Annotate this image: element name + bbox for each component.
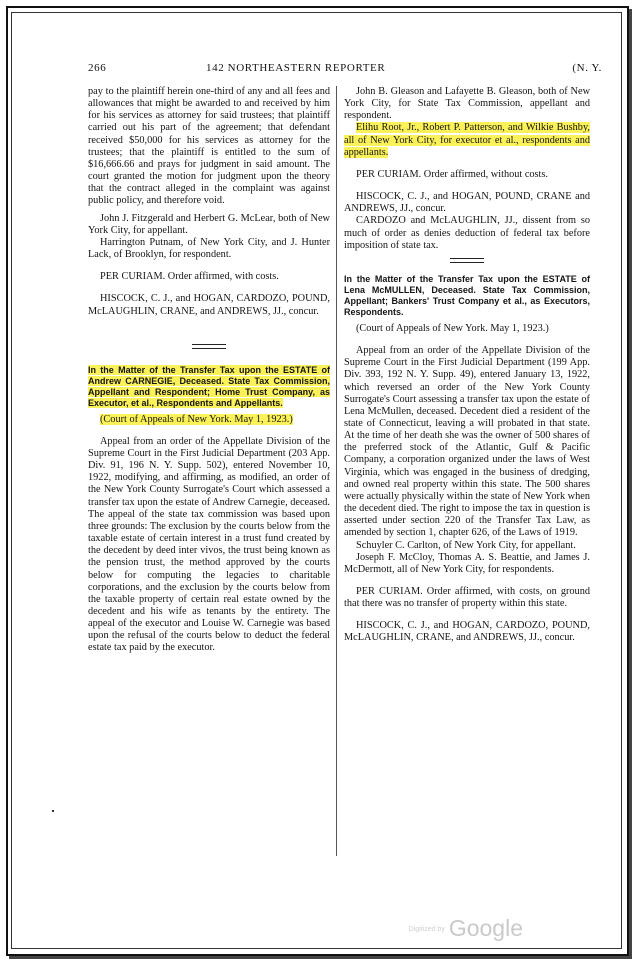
watermark-digitized: Digitized by xyxy=(408,926,445,934)
right-column xyxy=(344,86,590,645)
court-date xyxy=(88,414,330,426)
dissent: CARDOZO and McLAUGHLIN, JJ., dissent from so much of order as denies deduction of federal tax before imposition of state tax. xyxy=(344,215,590,251)
paragraph: pay to the plaintiff herein one-third of any and all fees and allowances that might be awarded to and received by him for his services as attorney for said trustees; that plaintiff carried out his part of the agreement; that defendant received $50,000 for his services as attorney for the trustees; that the plaintiff is entitled to the sum of $16,666.66 and prays for judgment in said amount. The court granted the motion for judgment upon the theory that the contract alleged in the complaint was against public policy, and therefore void. xyxy=(88,86,330,207)
per-curiam: PER CURIAM. Order affirmed, with costs. xyxy=(100,271,279,283)
paragraph: Harrington Putnam, of New York City, and J. Hunter Lack, of Brooklyn, for respondent. xyxy=(88,236,330,261)
paragraph: Appeal from an order of the Appellate Division of the Supreme Court in the First Judicial Department (203 App. Div. 91, 196 N. Y. Supp. 502), entered November 10, 1922, modifying, and affirming, as modified, an order of the New York County Surrogate's Court which assessed a transfer tax upon the estate of Andrew Carnegie, deceased. The appeal of the state tax commission was based upon three grounds: The exclusion by the courts below from the taxable estate of certain interest in a trust fund created by the decedent by deed inter vivos, the trust being known as the pension trust, the method approved by the courts below for computing the legacies to charitable corporations, and the exclusion by the courts below from the taxable property of certain real estate owned by the decedent and his wife as tenants by the entirety. The appeal of the executor and Louise W. Carnegie was based upon the refusal of the courts below to deduct the federal estate tax paid by the executor. xyxy=(88,435,330,654)
paragraph: John J. Fitzgerald and Herbert G. McLear, both of New York City, for appellant. xyxy=(88,212,330,236)
case-title: In the Matter of the Transfer Tax upon the ESTATE of Lena McMULLEN, Deceased. State Tax Commission, Appellant; Bankers' Trust Company et al., as Executors, Respondents. xyxy=(344,273,590,317)
left-column xyxy=(88,86,330,655)
google-logo: Google xyxy=(448,915,523,941)
paragraph xyxy=(344,122,590,158)
paragraph: Appeal from an order of the Appellate Division of the Supreme Court in the First Judicial Department (199 App. Div. 393, 192 N. Y. Supp. 49), entered January 13, 1922, which reversed an order of the New York County Surrogate's Court assessing a transfer tax upon the estate of Lena McMullen, deceased. Decedent died a resident of the state of Connecticut, leaving a will probated in that state. At the time of her death she was the owner of 500 shares of the preferred stock of the Atlantic, Gulf & Pacific Company, a corporation organized under the laws of West Virginia, which was engaged in the business of dredging, and owned real property within this state. The 500 shares were actually physically within the state of New York when the decedent died. The right to impose the tax in question is asserted under section 220 of the Transfer Tax Law, as amended by section 1, chapter 626, of the Laws of 1919. xyxy=(344,345,590,539)
concurrence: HISCOCK, C. J., and HOGAN, POUND, CRANE and ANDREWS, JJ., concur. xyxy=(344,191,590,215)
case-title-text: In the Matter of the Transfer Tax upon the ESTATE of Andrew CARNEGIE, Deceased. State Tax Commission, Appellant and Respondent; Home Trust Company, as Executor, et al., Respondents and Appellants. xyxy=(88,364,330,408)
column-divider xyxy=(336,86,337,856)
per-curiam: PER CURIAM. Order affirmed, without costs. xyxy=(356,168,549,180)
concurrence: HISCOCK, C. J., and HOGAN, CARDOZO, POUND, McLAUGHLIN, CRANE, and ANDREWS, JJ., concur. xyxy=(344,620,590,644)
page-number: 266 xyxy=(88,62,107,74)
state-abbrev: (N. Y. xyxy=(572,62,602,74)
section-rule xyxy=(192,344,226,349)
per-curiam: PER CURIAM. Order affirmed, with costs, on ground that there was no transfer of property within this state. xyxy=(344,586,590,610)
google-watermark xyxy=(409,915,523,942)
section-rule xyxy=(450,258,484,263)
concurrence: HISCOCK, C. J., and HOGAN, CARDOZO, POUND, McLAUGHLIN, CRANE, and ANDREWS, JJ., concur. xyxy=(88,293,330,317)
paragraph: John B. Gleason and Lafayette B. Gleason, both of New York City, for State Tax Commission, appellant and respondent. xyxy=(344,86,590,122)
court-date: (Court of Appeals of New York. May 1, 1923.) xyxy=(356,322,549,334)
running-header xyxy=(88,62,602,78)
paragraph: Joseph F. McCloy, Thomas A. S. Beattie, and James J. McDermott, all of New York City, for respondents. xyxy=(344,551,590,575)
reporter-title: 142 NORTHEASTERN REPORTER xyxy=(206,62,386,74)
paragraph: Schuyler C. Carlton, of New York City, for appellant. xyxy=(356,539,576,551)
court-date-text: (Court of Appeals of New York. May 1, 1923.) xyxy=(100,413,293,425)
case-title xyxy=(88,365,330,409)
counsel-highlight: Elihu Root, Jr., Robert P. Patterson, and Wilkie Bushby, all of New York City, for executor et al., respondents and appellants. xyxy=(344,122,590,158)
document-page xyxy=(16,16,616,942)
